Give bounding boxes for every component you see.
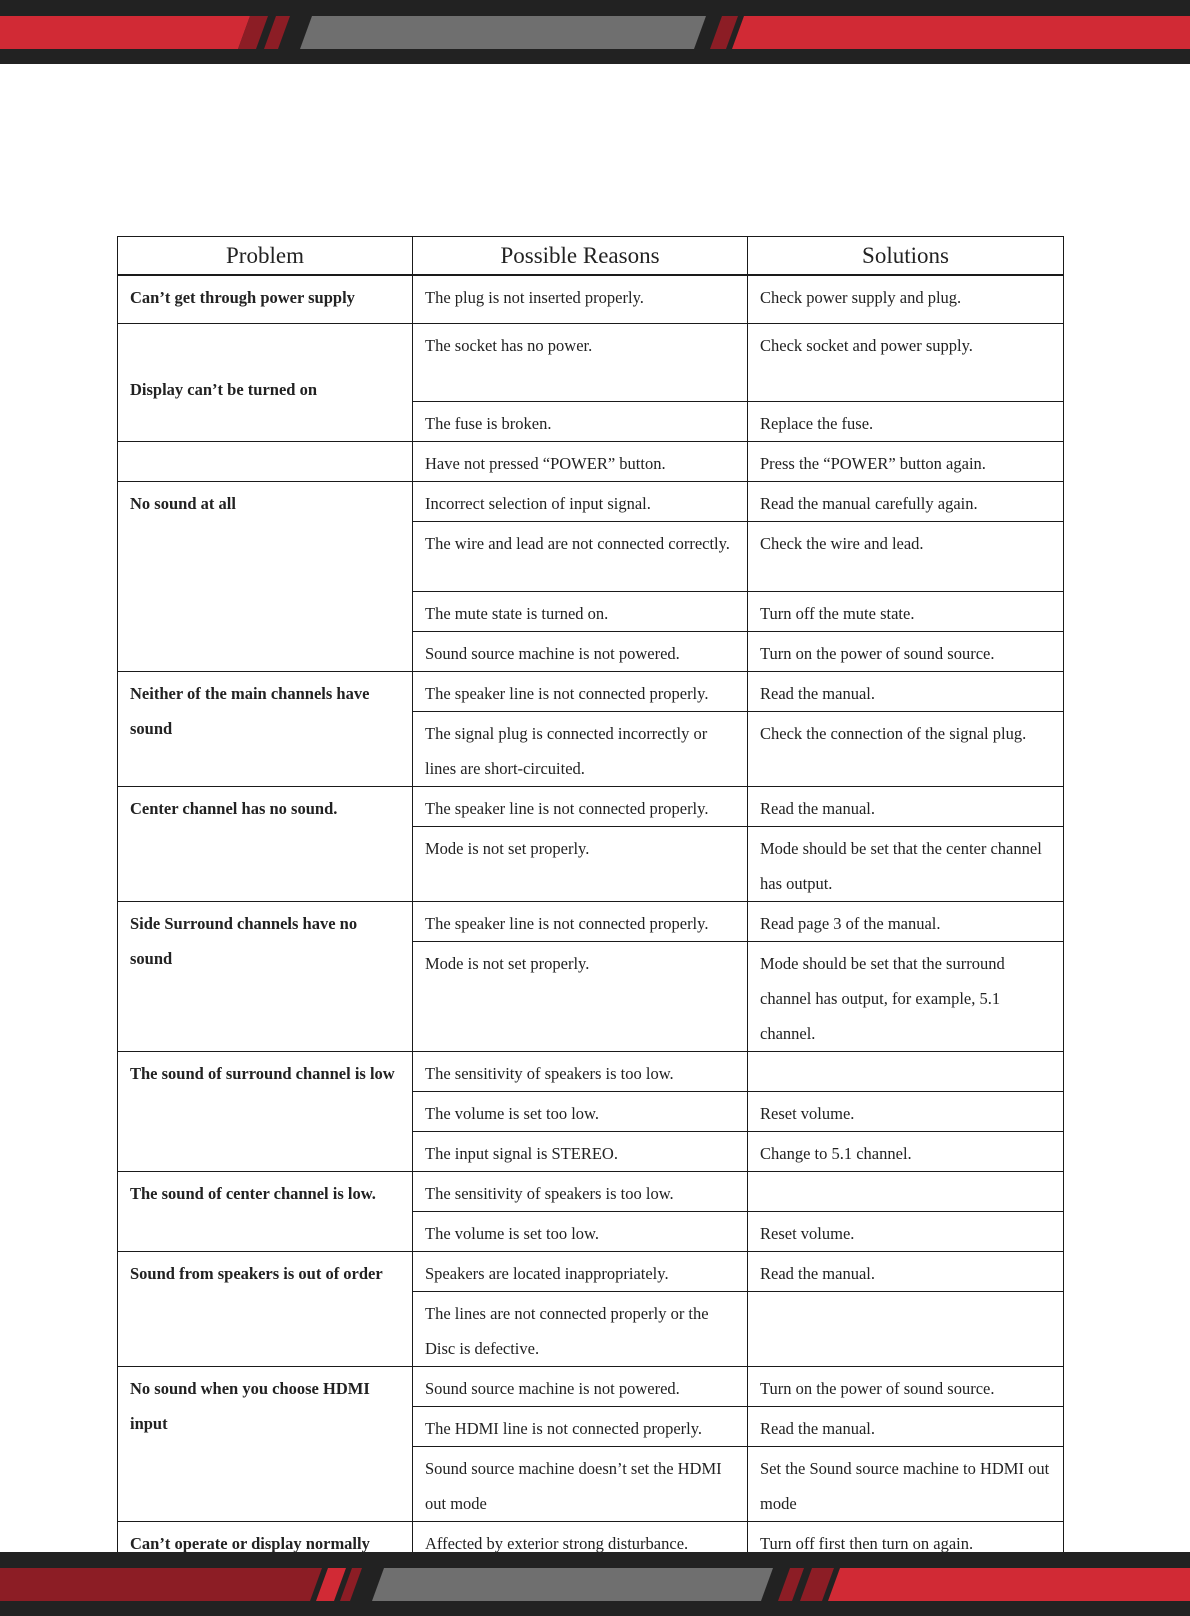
table-row bbox=[118, 1366, 1064, 1406]
reason-cell: The speaker line is not connected properly. bbox=[413, 901, 748, 941]
footer-stripes bbox=[0, 1552, 1190, 1616]
header-possible-reasons: Possible Reasons bbox=[413, 237, 748, 276]
reason-cell: The volume is set too low. bbox=[413, 1211, 748, 1251]
header-solutions: Solutions bbox=[748, 237, 1064, 276]
solution-cell: Read the manual. bbox=[748, 671, 1064, 711]
solution-cell: Set the Sound source machine to HDMI out mode bbox=[748, 1446, 1064, 1521]
problem-cell: Center channel has no sound. bbox=[118, 786, 413, 901]
reason-cell: Speakers are located inappropriately. bbox=[413, 1251, 748, 1291]
table-row bbox=[118, 275, 1064, 323]
header-problem: Problem bbox=[118, 237, 413, 276]
reason-cell: Mode is not set properly. bbox=[413, 941, 748, 1051]
header-stripes bbox=[0, 0, 1190, 64]
solution-cell: Turn off first then turn on again. bbox=[748, 1521, 1064, 1561]
solution-cell: Mode should be set that the surround channel has output, for example, 5.1 channel. bbox=[748, 941, 1064, 1051]
table-row bbox=[118, 786, 1064, 826]
reason-cell: The speaker line is not connected properly. bbox=[413, 786, 748, 826]
solution-cell: Mode should be set that the center channel has output. bbox=[748, 826, 1064, 901]
table-row bbox=[118, 671, 1064, 711]
solution-cell: Read the manual. bbox=[748, 786, 1064, 826]
reason-cell: Sound source machine doesn’t set the HDMI out mode bbox=[413, 1446, 748, 1521]
solution-cell bbox=[748, 1291, 1064, 1366]
reason-cell: The speaker line is not connected properly. bbox=[413, 671, 748, 711]
solution-cell: Check power supply and plug. bbox=[748, 275, 1064, 323]
table-row bbox=[118, 1051, 1064, 1091]
solution-cell: Read the manual carefully again. bbox=[748, 481, 1064, 521]
footer-banner bbox=[0, 1552, 1190, 1616]
solution-cell: Turn on the power of sound source. bbox=[748, 631, 1064, 671]
reason-cell: Incorrect selection of input signal. bbox=[413, 481, 748, 521]
reason-cell: Mode is not set properly. bbox=[413, 826, 748, 901]
solution-cell: Replace the fuse. bbox=[748, 401, 1064, 441]
problem-cell: Can’t operate or display normally bbox=[118, 1521, 413, 1601]
solution-cell: Reset volume. bbox=[748, 1091, 1064, 1131]
reason-cell: Sound source machine is not powered. bbox=[413, 631, 748, 671]
reason-cell: Have not pressed “POWER” button. bbox=[413, 441, 748, 481]
solution-cell: Press the “POWER” button again. bbox=[748, 441, 1064, 481]
reason-cell: The sensitivity of speakers is too low. bbox=[413, 1171, 748, 1211]
table-row bbox=[118, 901, 1064, 941]
solution-cell: Read the manual. bbox=[748, 1251, 1064, 1291]
solution-cell: Read page 3 of the manual. bbox=[748, 901, 1064, 941]
reason-cell: The wire and lead are not connected correctly. bbox=[413, 521, 748, 591]
solution-cell: Check the wire and lead. bbox=[748, 521, 1064, 591]
reason-cell: The input signal is STEREO. bbox=[413, 1131, 748, 1171]
header-banner bbox=[0, 0, 1190, 64]
problem-cell: Side Surround channels have no sound bbox=[118, 901, 413, 1051]
problem-cell-continued bbox=[118, 441, 413, 481]
problem-cell: Neither of the main channels have sound bbox=[118, 671, 413, 786]
reason-cell: The plug is not inserted properly. bbox=[413, 275, 748, 323]
reason-cell: The volume is set too low. bbox=[413, 1091, 748, 1131]
solution-cell: Check the connection of the signal plug. bbox=[748, 711, 1064, 786]
solution-cell: Turn off the mute state. bbox=[748, 591, 1064, 631]
reason-cell: The fuse is broken. bbox=[413, 401, 748, 441]
problem-cell: The sound of center channel is low. bbox=[118, 1171, 413, 1251]
table-row bbox=[118, 323, 1064, 363]
solution-cell: Turn on the power of sound source. bbox=[748, 1366, 1064, 1406]
table-header-row bbox=[118, 237, 1064, 276]
table-row bbox=[118, 1171, 1064, 1211]
solution-cell: Read the manual. bbox=[748, 1406, 1064, 1446]
solution-cell bbox=[748, 1051, 1064, 1091]
reason-cell: Sound source machine is not powered. bbox=[413, 1366, 748, 1406]
reason-cell: The signal plug is connected incorrectly or lines are short-circuited. bbox=[413, 711, 748, 786]
reason-cell: The socket has no power. bbox=[413, 323, 748, 401]
solution-cell: Change to 5.1 channel. bbox=[748, 1131, 1064, 1171]
problem-cell: No sound at all bbox=[118, 481, 413, 671]
problem-cell: No sound when you choose HDMI input bbox=[118, 1366, 413, 1521]
solution-cell: Reset volume. bbox=[748, 1211, 1064, 1251]
problem-cell: Can’t get through power supply bbox=[118, 275, 413, 323]
reason-cell: Affected by exterior strong disturbance. bbox=[413, 1521, 748, 1561]
table-row bbox=[118, 481, 1064, 521]
problem-cell: Sound from speakers is out of order bbox=[118, 1251, 413, 1366]
table-row bbox=[118, 441, 1064, 481]
problem-cell: The sound of surround channel is low bbox=[118, 1051, 413, 1171]
solution-cell: Check socket and power supply. bbox=[748, 323, 1064, 401]
problem-cell: Display can’t be turned on bbox=[118, 323, 413, 441]
reason-cell: The lines are not connected properly or the Disc is defective. bbox=[413, 1291, 748, 1366]
troubleshooting-table bbox=[117, 236, 1064, 1602]
reason-cell: The sensitivity of speakers is too low. bbox=[413, 1051, 748, 1091]
reason-cell: The mute state is turned on. bbox=[413, 591, 748, 631]
reason-cell: The HDMI line is not connected properly. bbox=[413, 1406, 748, 1446]
solution-cell bbox=[748, 1171, 1064, 1211]
table-row bbox=[118, 1251, 1064, 1291]
